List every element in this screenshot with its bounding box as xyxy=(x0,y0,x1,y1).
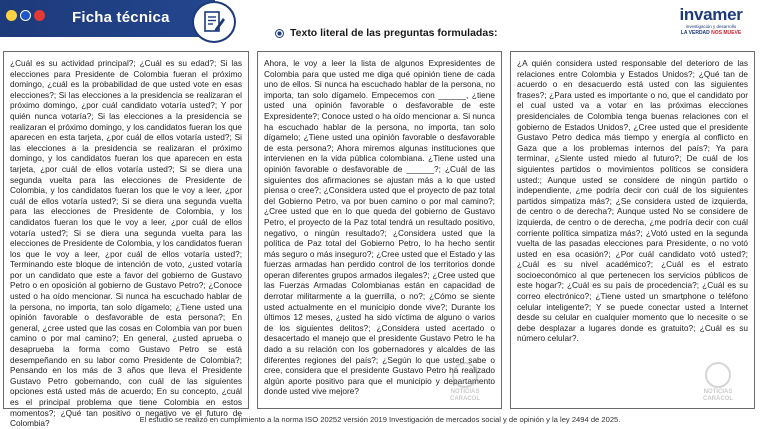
yellow-dot-icon xyxy=(6,10,17,21)
logo-tagline-b: NOS MUEVE xyxy=(711,30,742,36)
watermark-line-1: NOTICIAS xyxy=(703,389,733,395)
page-title: Ficha técnica xyxy=(72,9,170,26)
invamer-logo xyxy=(674,6,748,40)
header-band xyxy=(0,0,215,37)
logo-tagline xyxy=(674,30,748,36)
questions-text: Ahora, le voy a leer la lista de algunos Expresidentes de Colombia para que usted me diga qué opinión tiene de cada uno de ellos. Si nunca ha escuchado hablar de la persona, no importa, tan solo dígamelo. Empecemos con ______, ¿tiene usted una opinión favorable o desfavorable de este Expresidente?; Conoce usted o ha oído mencionar a. Si nunca ha escuchado hablar de la persona, no importa, tan solo dígamelo; ¿Tiene usted una opinión favorable o desfavorable de esta persona?; Ahora miremos algunas instituciones que intervienen en la vida pública colombiana. ¿Tiene usted una opinión favorable o desfavorable de ______?; ¿Cuál de las siguientes dos afirmaciones se ajustan más a lo que usted piensa o cree?; ¿Considera usted que el proyecto de paz total del Gobierno Petro, va por buen camino o por mal camino?; ¿Cree usted que en lo que queda del gobierno de Gustavo Petro, el proyecto de la Paz total tendrá un resultado positivo, negativo, o ningún resultado?; ¿Considera usted que la política de Paz total del Gobierno Petro, lo ha hecho sentir más seguro o más inseguro?; ¿Cree usted que el Estado y las fuerzas armadas han perdido control de los territorios donde operan diferentes grupos armados ilegales?; ¿Cree usted que las Fuerzas Armadas Colombianas están en capacidad de derrotar militarmente a la guerrilla, o no?; ¿Cómo se siente usted actualmente en el municipio donde vive?; Durante los últimos 12 meses, ¿usted ha sido víctima de alguno o varios de los siguientes delitos?; ¿Considera usted acertado o desacertado el manejo que el presidente Gustavo Petro le ha dado a su relación con los gobernadores y alcaldes de las diferentes regiones del país?; ¿Según lo que usted sabe o cree, considera que el presidente Gustavo Petro ha realizado algún aporte positivo para que el municipio y departamento donde usted vive mejore? xyxy=(264,58,495,397)
questions-column-1 xyxy=(3,51,249,429)
questions-column-3 xyxy=(510,51,755,409)
questions-column-2 xyxy=(257,51,502,409)
watermark-line-1: NOTICIAS xyxy=(450,389,480,395)
section-title: Texto literal de las preguntas formuladas: xyxy=(290,27,498,39)
caracol-watermark xyxy=(435,362,495,403)
bullet-circle-icon xyxy=(275,29,284,38)
caracol-watermark-icon xyxy=(705,362,731,388)
header-dots xyxy=(6,10,45,21)
document-pencil-icon xyxy=(192,1,236,43)
logo-tagline-a: LA VERDAD xyxy=(680,30,710,36)
watermark-line-2: CARACOL xyxy=(703,396,733,402)
questions-text: ¿A quién considera usted responsable del deterioro de las relaciones entre Colombia y Estados Unidos?; ¿Qué tan de acuerdo o en desacuerdo está usted con las siguientes frases?; ¿Para usted es importante o no, que el candidato por el cual usted va a votar en las próximas elecciones presidenciales de Colombia tenga buenas relaciones con el gobierno de Estados Unidos?, ¿Cree usted que el presidente Gustavo Petro dedica más tiempo y energía al conflicto en Gaza que a los problemas internos del país?; Ya para terminar, ¿Siente usted miedo al futuro?; De cuál de los siguientes partidos o movimientos políticos se considera usted:; Aunque usted se considere de ningún partido o independiente, ¿me podría decir con cuál de los siguientes partidos simpatiza más?; ¿Se considera usted de izquierda, de centro o de derecha?; Aunque usted No se considere de izquierda, de centro o de derecha, ¿me podría decir con cuál corriente política simpatiza más?; ¿Votó usted en la segunda vuelta de las pasadas elecciones para Presidente, o no votó usted en esa ocasión?; ¿Por cuál candidato votó usted?; ¿Cuál es su nivel académico?; ¿Cuál es el estrato socioeconómico al que pertenecen los servicios públicos de este hogar?; ¿Cuál es su país de procedencia?; ¿Cuál es su correo electrónico?; ¿Tiene usted un smartphone o teléfono celular inteligente?; Y se puede conectar usted a Internet desde su celular en cualquier momento que lo necesite o se debe desplazar a lugares donde es gratuito?; ¿Cuál es su número celular?. xyxy=(517,58,748,344)
caracol-watermark xyxy=(688,362,748,403)
logo-name: invamer xyxy=(679,5,743,24)
questions-text: ¿Cuál es su actividad principal?; ¿Cuál es su edad?; Si las elecciones para Presidente de Colombia fueran el próximo domingo, ¿cuál es la probabilidad de que usted vote en esas elecciones?; Si las elecciones a la presidencia se realizaran el próximo domingo, ¿por cuál candidato votaría usted?; Y por quién nunca votaría?; Si las elecciones a la presidencia se realizaran el próximo domingo, y los candidatos fueran los que aparecen en esta tarjeta, ¿por cuál de ellos votaría usted?; Si las elecciones a la presidencia se realizaran el próximo domingo, y los candidatos fueran los que aparecen en esta tarjeta, ¿por cuál de ellos votaría usted?; Si se diera una segunda vuelta para las elecciones de Presidente de Colombia, y los candidatos fueran los que le voy a leer, ¿por cuál de ellos votaría usted?; Si se diera una segunda vuelta para las elecciones de Presidente de Colombia, y los candidatos fueran los que le voy a leer, ¿por cuál de ellos votaría usted?; Si se diera una segunda vuelta para las elecciones de Presidente de Colombia, y los candidatos fueran los que le voy a leer, ¿por cuál de ellos votaría usted?; Terminando este bloque de intención de voto, ¿usted votaría por un candidato que este a favor del gobierno de Gustavo Petro o en oposición al gobierno de Gustavo Petro?; ¿Conoce usted o ha oído mencionar. Si nunca ha escuchado hablar de la persona, no importa, tan solo dígamelo; ¿Tiene usted una opinión favorable o desfavorable de esta persona?; En general, ¿cree usted que las cosas en Colombia van por buen camino o por mal camino?; En general, ¿usted aprueba o desaprueba la forma como Gustavo Petro se está desempeñando en su labor como Presidente de Colombia?; Pensando en los más de 3 años que lleva el Presidente Gustavo Petro gobernando, con cuál de las siguientes opciones está usted más de acuerdo; En su concepto, ¿cuál es el principal problema que tiene Colombia en estos momentos?; ¿Qué tan positivo o negativo ve el futuro de Colombia? xyxy=(10,58,242,429)
blue-dot-icon xyxy=(20,10,31,21)
logo-subtitle: investigación y desarrollo xyxy=(685,24,737,29)
caracol-watermark-icon xyxy=(452,362,478,388)
watermark-line-2: CARACOL xyxy=(450,396,480,402)
footer-note: El estudio se realizó en cumplimiento a la norma ISO 20252 versión 2019 Investigación de mercados social y de opinión y la ley 2494 de 2025. xyxy=(139,415,621,424)
section-heading xyxy=(275,27,498,39)
red-dot-icon xyxy=(34,10,45,21)
